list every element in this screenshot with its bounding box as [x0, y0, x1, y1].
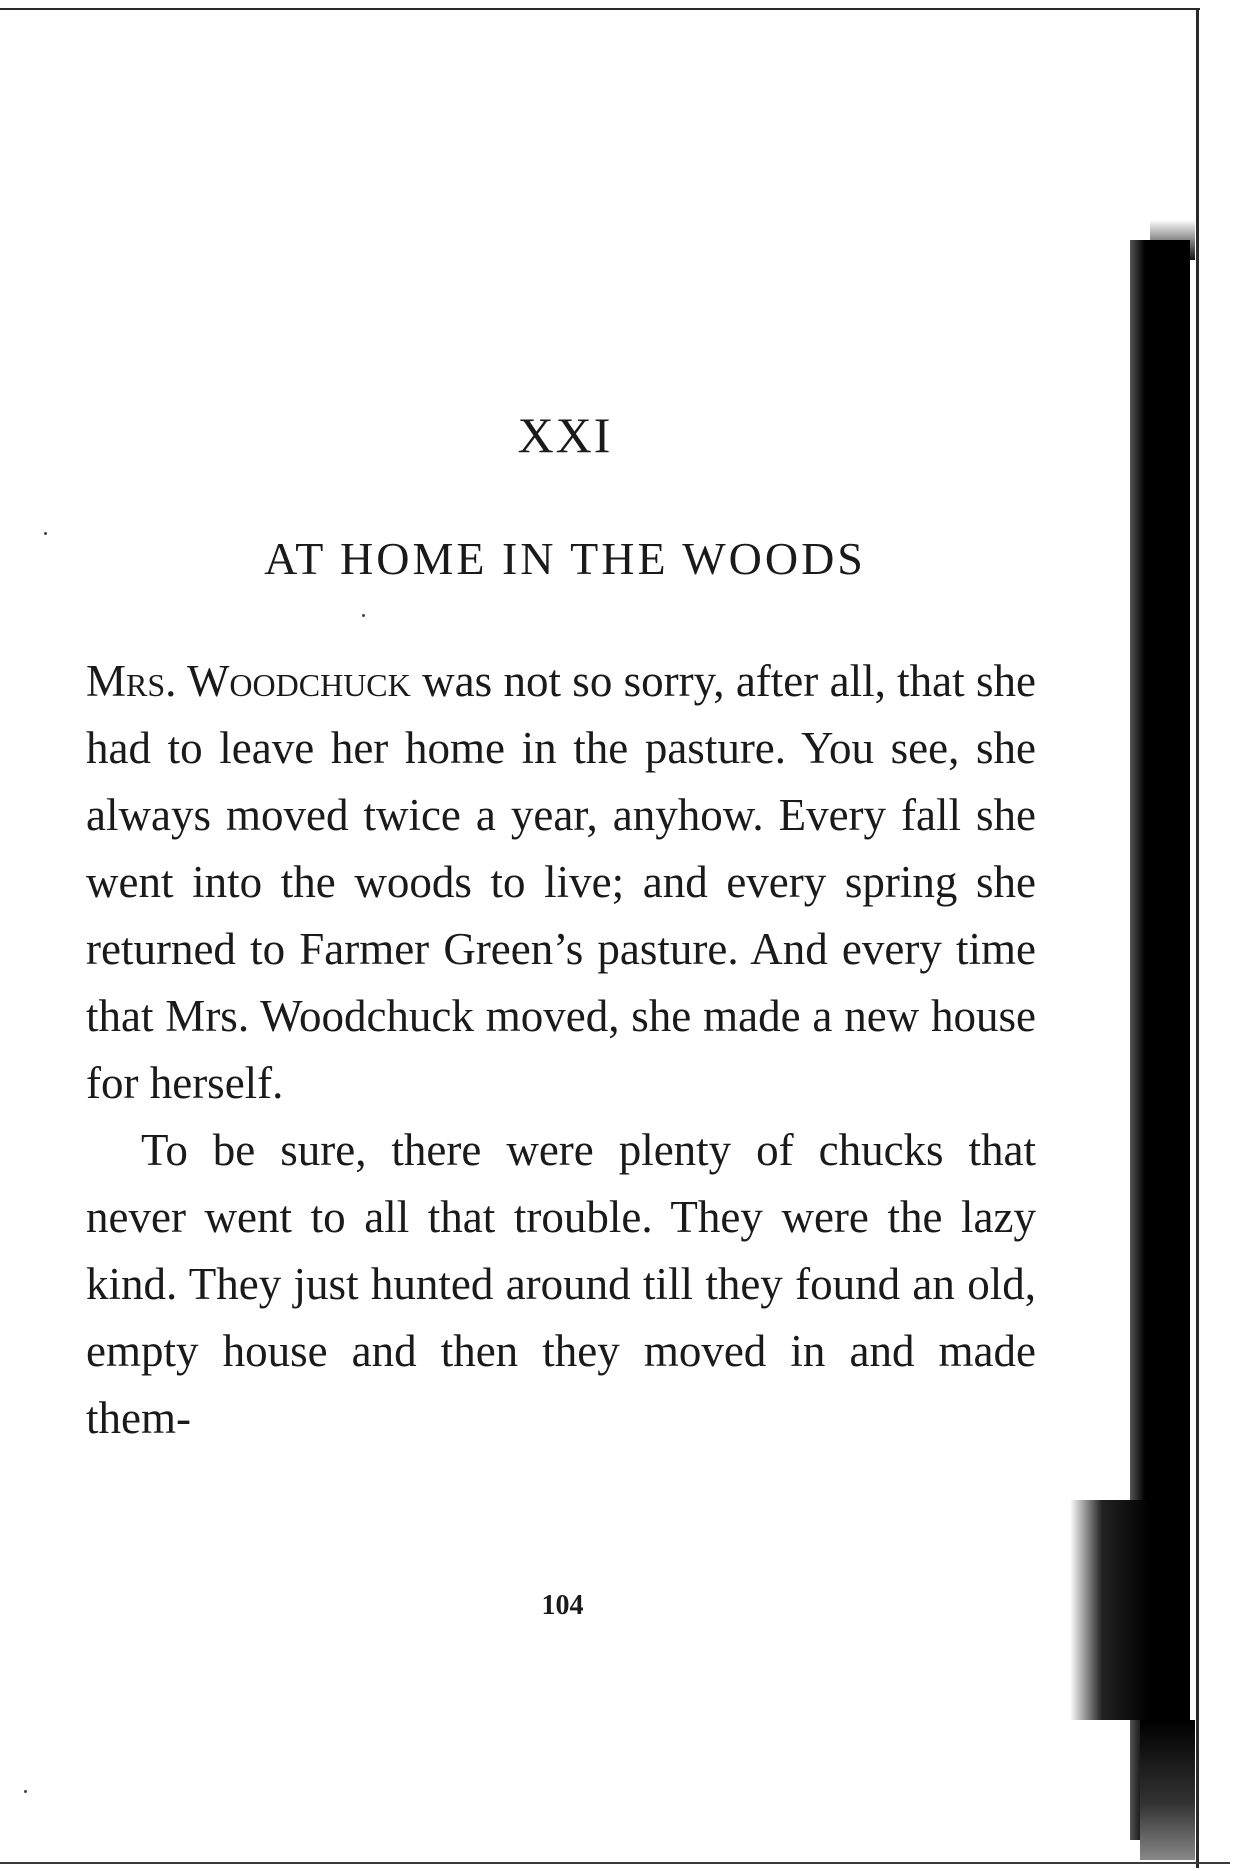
page-number: 104 — [541, 1590, 584, 1621]
page-edge-right — [1196, 8, 1199, 1868]
scan-speck — [362, 614, 365, 617]
page-edge-bottom — [0, 1862, 1230, 1864]
paragraph-1 — [86, 648, 1036, 1117]
scan-speck — [24, 1790, 27, 1793]
paragraph-text: was not so sorry, after all, that she had to leave her home in the pasture. You see, she always moved twice a year, anyhow. Every fall she went into the woods to live; and every spring she returned to Farmer Green’s pasture. And every time that Mrs. Woodchuck moved, she made a new house for herself. — [86, 656, 1036, 1108]
body-text — [86, 648, 1036, 1452]
page-edge-top — [0, 8, 1200, 10]
scan-speck — [44, 532, 47, 535]
chapter-title: AT HOME IN THE WOODS — [264, 533, 866, 584]
paragraph-lead-name: Mrs. Woodchuck — [86, 656, 411, 706]
paragraph-2 — [86, 1117, 1036, 1452]
binding-shadow-bottom — [1140, 1720, 1195, 1860]
chapter-number: XXI — [517, 407, 613, 463]
paragraph-text: To be sure, there were plenty of chucks that never went to all that trouble. They were the lazy kind. They just hunted around till they found an old, empty house and then they moved in and made them- — [86, 1125, 1036, 1443]
